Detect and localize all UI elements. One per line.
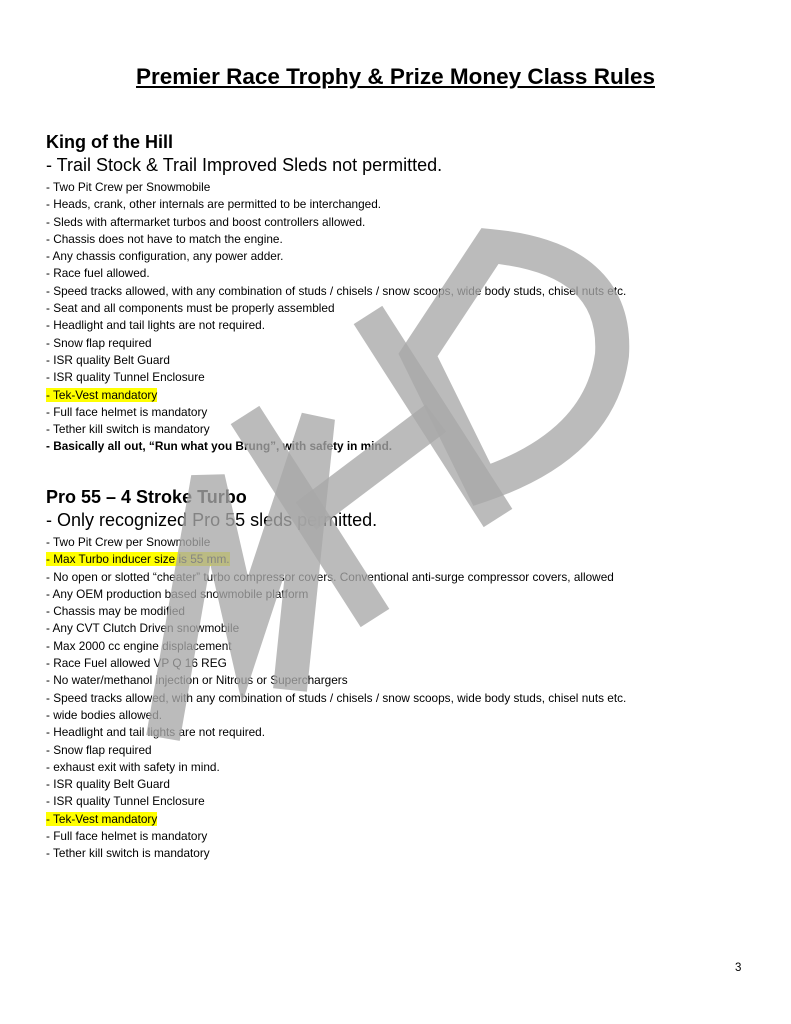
rule-item	[46, 438, 766, 455]
rule-item	[46, 672, 766, 689]
rule-item	[46, 387, 766, 404]
section-subheading: - Trail Stock & Trail Improved Sleds not permitted.	[46, 155, 443, 175]
rule-item	[46, 369, 766, 386]
rule-text: - Any chassis configuration, any power adder.	[46, 249, 284, 264]
rule-text: - Full face helmet is mandatory	[46, 829, 208, 844]
rule-text: - Heads, crank, other internals are permitted to be interchanged.	[46, 197, 382, 212]
rule-item	[46, 776, 766, 793]
section-king-of-the-hill	[46, 130, 766, 456]
rule-item	[46, 534, 766, 551]
rule-item	[46, 551, 766, 568]
page-title: Premier Race Trophy & Prize Money Class Rules	[136, 64, 655, 89]
rule-text: - Race Fuel allowed VP Q 16 REG	[46, 656, 227, 671]
section-heading: King of the Hill	[46, 132, 173, 152]
rule-item	[46, 759, 766, 776]
rule-item	[46, 690, 766, 707]
rule-text: - Tether kill switch is mandatory	[46, 422, 210, 437]
rule-text: - exhaust exit with safety in mind.	[46, 759, 220, 774]
section-heading: Pro 55 – 4 Stroke Turbo	[46, 487, 247, 507]
rule-text: - Two Pit Crew per Snowmobile	[46, 535, 211, 549]
rule-text: - Snow flap required	[46, 335, 152, 350]
rule-item	[46, 845, 766, 862]
rule-text: - Full face helmet is mandatory	[46, 404, 208, 419]
rule-text: - Basically all out, “Run what you Brung”, with safety in mind.	[46, 439, 393, 454]
rule-text: - No open or slotted “cheater” turbo compressor covers. Conventional anti-surge compressor covers, allowed	[46, 569, 614, 584]
rule-list	[46, 534, 766, 863]
rule-item	[46, 179, 766, 196]
rule-text: - No water/methanol injection or Nitrous or Superchargers	[46, 673, 348, 688]
rule-item	[46, 620, 766, 637]
rule-text: - Headlight and tail lights are not required.	[46, 725, 266, 740]
section-pro-55-4-stroke-turbo	[46, 485, 766, 863]
rule-item	[46, 317, 766, 334]
rule-item	[46, 655, 766, 672]
rule-item	[46, 811, 766, 828]
rule-item	[46, 603, 766, 620]
rule-text: - Chassis may be modified	[46, 604, 185, 619]
rule-text: - ISR quality Belt Guard	[46, 777, 170, 792]
rule-text: - Speed tracks allowed, with any combination of studs / chisels / snow scoops, wide body studs, chisel nuts etc.	[46, 690, 627, 705]
rule-item	[46, 793, 766, 810]
rule-item	[46, 638, 766, 655]
rule-item	[46, 724, 766, 741]
rule-item	[46, 214, 766, 231]
rule-item	[46, 196, 766, 213]
rule-text: - Tek-Vest mandatory	[46, 387, 158, 402]
rule-text: - Tek-Vest mandatory	[46, 811, 158, 826]
rule-text: - Headlight and tail lights are not required.	[46, 318, 266, 333]
rule-text: - Max 2000 cc engine displacement	[46, 638, 232, 653]
rule-item	[46, 828, 766, 845]
rule-text: - Sleds with aftermarket turbos and boost controllers allowed.	[46, 214, 366, 229]
rule-text: - ISR quality Belt Guard	[46, 352, 170, 367]
rule-item	[46, 300, 766, 317]
rule-text: - Snow flap required	[46, 742, 152, 757]
section-subheading: - Only recognized Pro 55 sleds permitted.	[46, 510, 378, 530]
page-number: 3	[735, 962, 742, 974]
rule-list	[46, 179, 766, 456]
rule-text: - Chassis does not have to match the engine.	[46, 231, 283, 246]
rule-item	[46, 265, 766, 282]
rule-text: - Seat and all components must be properly assembled	[46, 301, 335, 316]
rule-item	[46, 248, 766, 265]
rule-item	[46, 742, 766, 759]
rule-text: - Max Turbo inducer size is 55 mm.	[46, 552, 230, 567]
rule-text: - Any OEM production based snowmobile platform	[46, 586, 309, 601]
rule-item	[46, 707, 766, 724]
rule-item	[46, 352, 766, 369]
rule-text: - Any CVT Clutch Driven snowmobile	[46, 621, 240, 636]
rule-text: - Speed tracks allowed, with any combination of studs / chisels / snow scoops, wide body studs, chisel nuts etc.	[46, 283, 627, 298]
rule-text: - wide bodies allowed.	[46, 707, 163, 722]
rule-text: - Race fuel allowed.	[46, 266, 150, 281]
rule-item	[46, 569, 766, 586]
rule-item	[46, 283, 766, 300]
rule-item	[46, 404, 766, 421]
rule-item	[46, 335, 766, 352]
rule-item	[46, 421, 766, 438]
rule-item	[46, 586, 766, 603]
rule-text: - ISR quality Tunnel Enclosure	[46, 794, 205, 809]
rule-item	[46, 231, 766, 248]
rule-text: - Tether kill switch is mandatory	[46, 846, 210, 861]
rule-text: - Two Pit Crew per Snowmobile	[46, 180, 211, 194]
rule-text: - ISR quality Tunnel Enclosure	[46, 370, 205, 385]
